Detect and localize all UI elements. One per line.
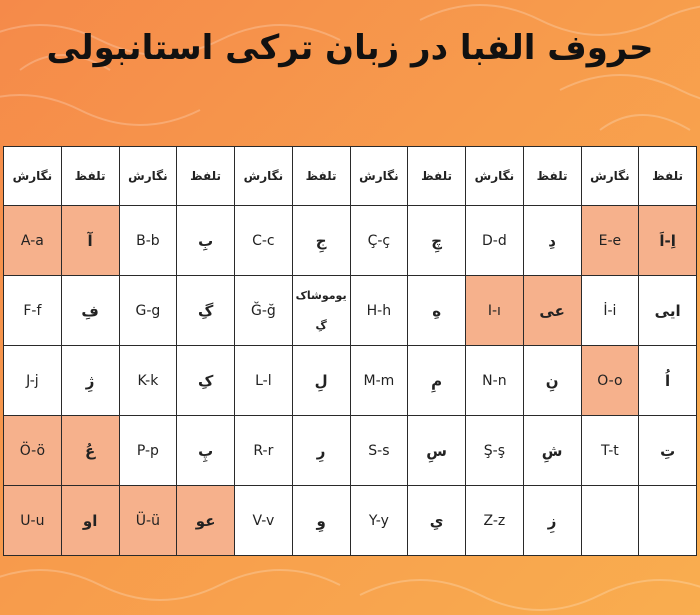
letter-pronunciation: رِ (292, 416, 350, 486)
letter-pronunciation: اُ (639, 346, 697, 416)
alphabet-table (3, 146, 697, 556)
header-pronunciation: تلفظ (523, 147, 581, 206)
letter-pronunciation: گِ (177, 276, 235, 346)
letter-pronunciation: مِ (408, 346, 466, 416)
header-pronunciation: تلفظ (292, 147, 350, 206)
letter-writing: P-p (119, 416, 177, 486)
header-writing: نگارش (119, 147, 177, 206)
letter-pronunciation: عُ (61, 416, 119, 486)
letter-writing: O-o (581, 346, 639, 416)
letter-writing: Ü-ü (119, 486, 177, 556)
letter-writing: F-f (4, 276, 62, 346)
letter-pronunciation: یوموشاک گِ (292, 276, 350, 346)
letter-writing: T-t (581, 416, 639, 486)
letter-writing: J-j (4, 346, 62, 416)
letter-pronunciation: زِ (523, 486, 581, 556)
letter-writing: C-c (235, 206, 293, 276)
header-writing: نگارش (581, 147, 639, 206)
letter-pronunciation: آ (61, 206, 119, 276)
letter-pronunciation: وِ (292, 486, 350, 556)
letter-writing: K-k (119, 346, 177, 416)
letter-pronunciation: کِ (177, 346, 235, 416)
letter-pronunciation: هِ (408, 276, 466, 346)
letter-pronunciation (639, 486, 697, 556)
header-row (4, 147, 697, 206)
letter-writing: I-ı (466, 276, 524, 346)
header-writing: نگارش (235, 147, 293, 206)
letter-pronunciation: اِ-اَ (639, 206, 697, 276)
letter-writing: Ş-ş (466, 416, 524, 486)
header-pronunciation: تلفظ (177, 147, 235, 206)
page-title: حروف الفبا در زبان ترکی استانبولی (46, 28, 654, 68)
header-writing: نگارش (350, 147, 408, 206)
letter-pronunciation: نِ (523, 346, 581, 416)
letter-writing: D-d (466, 206, 524, 276)
letter-writing: S-s (350, 416, 408, 486)
letter-pronunciation: فِ (61, 276, 119, 346)
letter-writing: R-r (235, 416, 293, 486)
letter-writing: A-a (4, 206, 62, 276)
letter-pronunciation: ایی (639, 276, 697, 346)
letter-writing: Z-z (466, 486, 524, 556)
table-row (4, 346, 697, 416)
letter-writing: L-l (235, 346, 293, 416)
letter-writing: G-g (119, 276, 177, 346)
letter-pronunciation: او (61, 486, 119, 556)
letter-pronunciation: عی (523, 276, 581, 346)
letter-pronunciation: لِ (292, 346, 350, 416)
table-row (4, 486, 697, 556)
letter-pronunciation: چِ (408, 206, 466, 276)
letter-pronunciation: یِ (408, 486, 466, 556)
table-row (4, 416, 697, 486)
letter-writing: Y-y (350, 486, 408, 556)
header-pronunciation: تلفظ (408, 147, 466, 206)
letter-writing: N-n (466, 346, 524, 416)
letter-pronunciation: پِ (177, 416, 235, 486)
letter-writing: U-u (4, 486, 62, 556)
letter-pronunciation: ژِ (61, 346, 119, 416)
letter-writing: M-m (350, 346, 408, 416)
letter-pronunciation: شِ (523, 416, 581, 486)
letter-writing (581, 486, 639, 556)
table-row (4, 206, 697, 276)
letter-pronunciation: بِ (177, 206, 235, 276)
letter-pronunciation: تِ (639, 416, 697, 486)
letter-writing: Ç-ç (350, 206, 408, 276)
letter-pronunciation: عو (177, 486, 235, 556)
letter-writing: H-h (350, 276, 408, 346)
letter-pronunciation: سِ (408, 416, 466, 486)
letter-writing: B-b (119, 206, 177, 276)
letter-writing: Ö-ö (4, 416, 62, 486)
header-pronunciation: تلفظ (639, 147, 697, 206)
letter-pronunciation: جِ (292, 206, 350, 276)
header-writing: نگارش (4, 147, 62, 206)
letter-writing: V-v (235, 486, 293, 556)
letter-writing: E-e (581, 206, 639, 276)
letter-pronunciation: دِ (523, 206, 581, 276)
letter-writing: İ-i (581, 276, 639, 346)
header-writing: نگارش (466, 147, 524, 206)
header-pronunciation: تلفظ (61, 147, 119, 206)
table-row (4, 276, 697, 346)
letter-writing: Ğ-ğ (235, 276, 293, 346)
